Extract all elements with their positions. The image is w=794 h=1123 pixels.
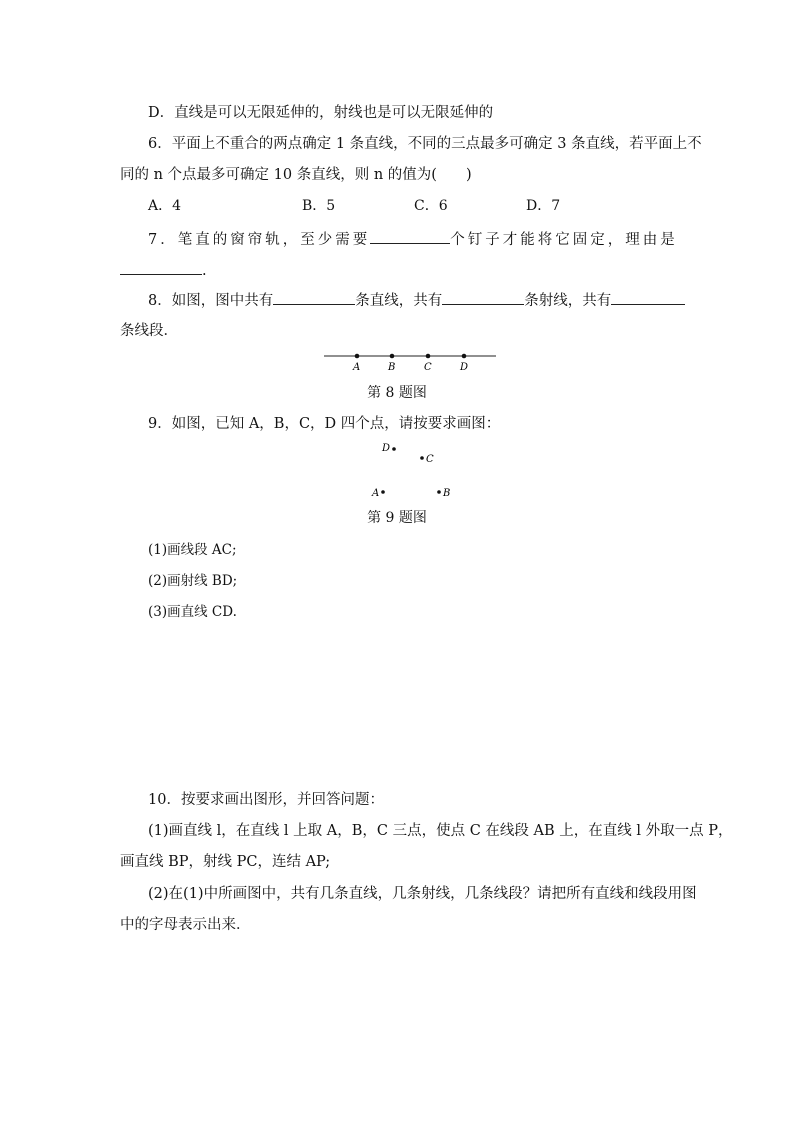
q9-label-d: D — [382, 443, 391, 454]
q8-text-part1: 8．如图，图中共有 — [148, 293, 274, 309]
q9-point-d — [392, 447, 396, 451]
q9-stem: 9．如图，已知 A，B，C，D 四个点，请按要求画图： — [148, 416, 501, 432]
q9-caption: 第 9 题图 — [367, 510, 427, 526]
q7-stem — [148, 229, 678, 250]
q8-figure — [320, 346, 500, 374]
q6-option-a: A．4 — [148, 198, 182, 214]
q7-end: . — [202, 263, 207, 279]
q6-option-c: C．6 — [414, 198, 448, 214]
q9-label-c: C — [426, 454, 434, 465]
q9-label-b: B — [443, 488, 451, 499]
q8-blank-rays[interactable] — [442, 290, 524, 305]
q7-blank-2[interactable] — [120, 260, 202, 275]
q8-point-d — [462, 354, 467, 359]
q9-task-3: (3)画直线 CD. — [148, 604, 237, 620]
q9-task-2: (2)画射线 BD; — [148, 573, 238, 589]
q8-point-b — [390, 354, 395, 359]
q8-line2: 条线段． — [120, 323, 178, 339]
q6-option-b: B．5 — [302, 198, 336, 214]
q6-stem-line1: 6．平面上不重合的两点确定 1 条直线，不同的三点最多可确定 3 条直线，若平面上不 — [148, 136, 702, 152]
q7-text-part2: 个钉子才能将它固定，理由是 — [450, 232, 678, 248]
q10-part1-line1: (1)画直线 l，在直线 l 上取 A，B，C 三点，使点 C 在线段 AB 上，在直线 l 外取一点 P， — [148, 823, 733, 839]
q10-part2-line1: (2)在(1)中所画图中，共有几条直线，几条射线，几条线段？请把所有直线和线段用图 — [148, 886, 697, 902]
q9-task-1: (1)画线段 AC; — [148, 542, 237, 558]
q6-stem-line2: 同的 n 个点最多可确定 10 条直线，则 n 的值为( ) — [120, 167, 472, 183]
q8-point-c — [426, 354, 431, 359]
q7-text-part1: 7．笔直的窗帘轨，至少需要 — [148, 232, 371, 248]
q9-label-a: A — [372, 488, 380, 499]
q9-point-a — [381, 490, 385, 494]
q7-blank-1[interactable] — [370, 229, 450, 244]
q5-option-d: D．直线是可以无限延伸的，射线也是可以无限延伸的 — [148, 105, 494, 121]
q7-line2 — [120, 260, 207, 281]
q8-blank-segments[interactable] — [611, 290, 685, 305]
q6-option-d: D．7 — [526, 198, 561, 214]
q8-text-part3: 条射线，共有 — [524, 293, 612, 309]
q10-stem: 10．按要求画出图形，并回答问题： — [148, 792, 384, 808]
q8-label-c: C — [424, 362, 432, 373]
q8-blank-lines[interactable] — [273, 290, 355, 305]
q10-part2-line2: 中的字母表示出来． — [120, 917, 251, 933]
q8-stem — [148, 290, 685, 311]
q8-caption: 第 8 题图 — [367, 385, 427, 401]
q9-point-b — [437, 490, 441, 494]
q9-point-c — [420, 456, 424, 460]
q8-label-a: A — [353, 362, 361, 373]
q10-part1-line2: 画直线 BP，射线 PC，连结 AP; — [120, 854, 331, 870]
q8-label-d: D — [460, 362, 469, 373]
q8-point-a — [355, 354, 360, 359]
q8-label-b: B — [388, 362, 396, 373]
q8-text-part2: 条直线，共有 — [355, 293, 443, 309]
q9-figure — [366, 436, 462, 502]
